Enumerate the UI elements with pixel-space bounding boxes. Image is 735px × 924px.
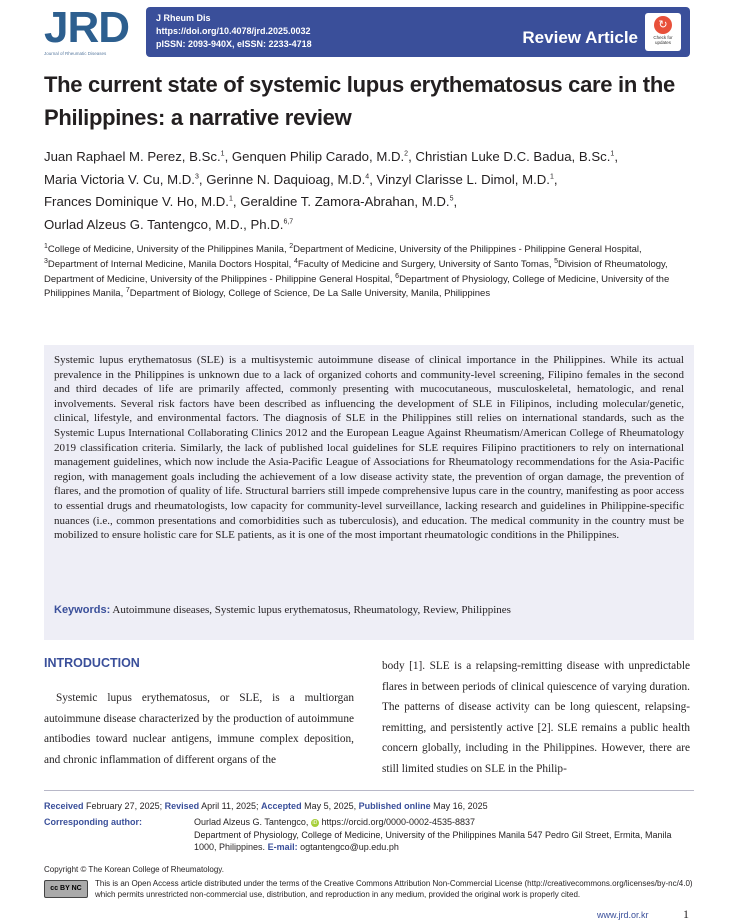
- issn: pISSN: 2093-940X, eISSN: 2233-4718: [156, 39, 312, 49]
- journal-logo: [44, 3, 136, 58]
- abstract-box: [44, 345, 694, 640]
- check-updates-label: Check for updates: [653, 35, 673, 45]
- orcid-icon: iD: [312, 819, 318, 826]
- check-for-updates-button[interactable]: [645, 13, 681, 51]
- abstract-text: Systemic lupus erythematosus (SLE) is a multisystemic autoimmune disease of clinical importance in the Philippines. While its actual prevalence in the Philippines is unknown due to a lack of organized cohorts and community-level screening, Filipino females in the second and third decades of life are primarily affected, commonly presenting with mucocutaneous, musculoskeletal, hematologic, and renal involvements. Several risk factors have been described as influencing the development of SLE in Filipinos, including molecular/genetic, clinical, lifestyle, and environmental factors. The diagnosis of SLE in the Philippines still relies on international standards, such as the Systemic Lupus International Collaborating Clinics 2012 and the European League Against Rheumatism/American College of Rheumatology 2019 classification criteria. Similarly, the lack of published local guidelines for SLE requires Filipino practitioners to rely on international management guidelines, which now include the Asia-Pacific League of Associations for Rheumatology recommendations for the Asia-Pacific region, with management goals including the achievement of a low disease activity state, the prevention of organ damage, the prevention of flares, and the promotion of quality of life. Structural barriers still impede comprehensive lupus care in the country, manifesting as poor access to essential drugs and rheumatologists, low capacity for community-level surveillance, lacking research and guidelines in Philippine-specific nuances (i.e., common presentations and comorbidities such as tuberculosis), and education. The medical community in the country must be mobilized to ensure holistic care for SLE patients, as it is one of the most important rheumatologic conditions in the Philippines.: [54, 354, 684, 542]
- section-heading-introduction: INTRODUCTION: [44, 656, 140, 670]
- author: Juan Raphael M. Perez, B.Sc.$^1$,: [44, 149, 229, 164]
- keywords-text: Autoimmune diseases, Systemic lupus erythematosus, Rheumatology, Review, Philippines: [112, 604, 511, 616]
- check-updates-icon: ↻: [654, 16, 672, 34]
- keywords-label: Keywords:: [54, 604, 111, 616]
- copyright: Copyright © The Korean College of Rheumatology.: [44, 865, 224, 874]
- intro-column-left: Systemic lupus erythematosus, or SLE, is a multiorgan autoimmune disease characterized by the production of autoimmune antibodies toward nuclear antigens, immune complex deposition, and chronic inflammation of different organs of the: [44, 692, 354, 766]
- author: Christian Luke D.C. Badua, B.Sc.$^1$,: [415, 149, 618, 164]
- article-dates: Received February 27, 2025; Revised April 11, 2025; Accepted May 5, 2025, Published online May 16, 2025: [44, 801, 488, 811]
- corresponding-label: Corresponding author:: [44, 817, 142, 827]
- author-list: [44, 146, 694, 236]
- intro-column-right: body [1]. SLE is a relapsing-remitting disease with unpredictable flares in between periods of clinical quiescence of varying duration. The patterns of disease activity can be long quiescent, relapsing-remitting, and persistently active [2]. SLE remains a public health concern globally, including in the Philippines. However, there are still limited studies on SLE in the Philip-: [382, 660, 690, 775]
- email-link[interactable]: ogtantengco@up.edu.ph: [300, 842, 399, 852]
- article-type: Review Article: [522, 28, 638, 47]
- journal-banner: [146, 7, 690, 57]
- license-text: This is an Open Access article distributed under the terms of the Creative Commons Attribution Non-Commercial License (http://creativecommons.org/licenses/by-nc/4.0) which permits unrestricted non-commercial use, distribution, and reproduction in any medium, provided the original work is properly cited.: [95, 879, 693, 899]
- author: Geraldine T. Zamora-Abrahan, M.D.$^5$,: [240, 194, 458, 209]
- article-title: The current state of systemic lupus erythematosus care in the Philippines: a narrative review: [44, 72, 675, 130]
- logo-subtitle: Journal of Rheumatic Diseases: [44, 51, 107, 56]
- journal-website-link[interactable]: www.jrd.or.kr: [597, 910, 649, 920]
- keywords: [54, 603, 684, 618]
- author: Genquen Philip Carado, M.D.$^2$,: [231, 149, 412, 164]
- cc-license-badge[interactable]: cc BY NC: [44, 880, 88, 898]
- author: Frances Dominique V. Ho, M.D.$^1$,: [44, 194, 237, 209]
- logo-letters: JRD: [44, 3, 130, 52]
- doi-link[interactable]: https://doi.org/10.4078/jrd.2025.0032: [156, 26, 311, 36]
- author: Gerinne N. Daquioag, M.D.$^4$,: [206, 171, 373, 187]
- author: Maria Victoria V. Cu, M.D.$^3$,: [44, 171, 203, 187]
- page-number: 1: [683, 907, 689, 921]
- footer-divider: [44, 790, 694, 791]
- author: Vinzyl Clarisse L. Dimol, M.D.$^1$,: [376, 171, 558, 187]
- orcid-link[interactable]: https://orcid.org/0000-0002-4535-8837: [321, 817, 476, 827]
- journal-name: J Rheum Dis: [156, 13, 211, 23]
- author: Ourlad Alzeus G. Tantengco, M.D., Ph.D.$^{6,7}$: [44, 216, 294, 232]
- affiliations: $^1$College of Medicine, University of the Philippines Manila, $^2$Department of Medicine, University of the Philippines - Philippine General Hospital, $^3$Department of Internal Medicine, Manila Doctors Hospital, $^4$Faculty of Medicine and Surgery, University of Santo Tomas, $^5$Division of Rheumatology, Department of Medicine, University of the Philippines - Philippine General Hospital, $^6$Department of Physiology, College of Medicine, University of the Philippines Manila, $^7$Department of Biology, College of Science, De La Salle University, Manila, Philippines: [44, 242, 670, 300]
